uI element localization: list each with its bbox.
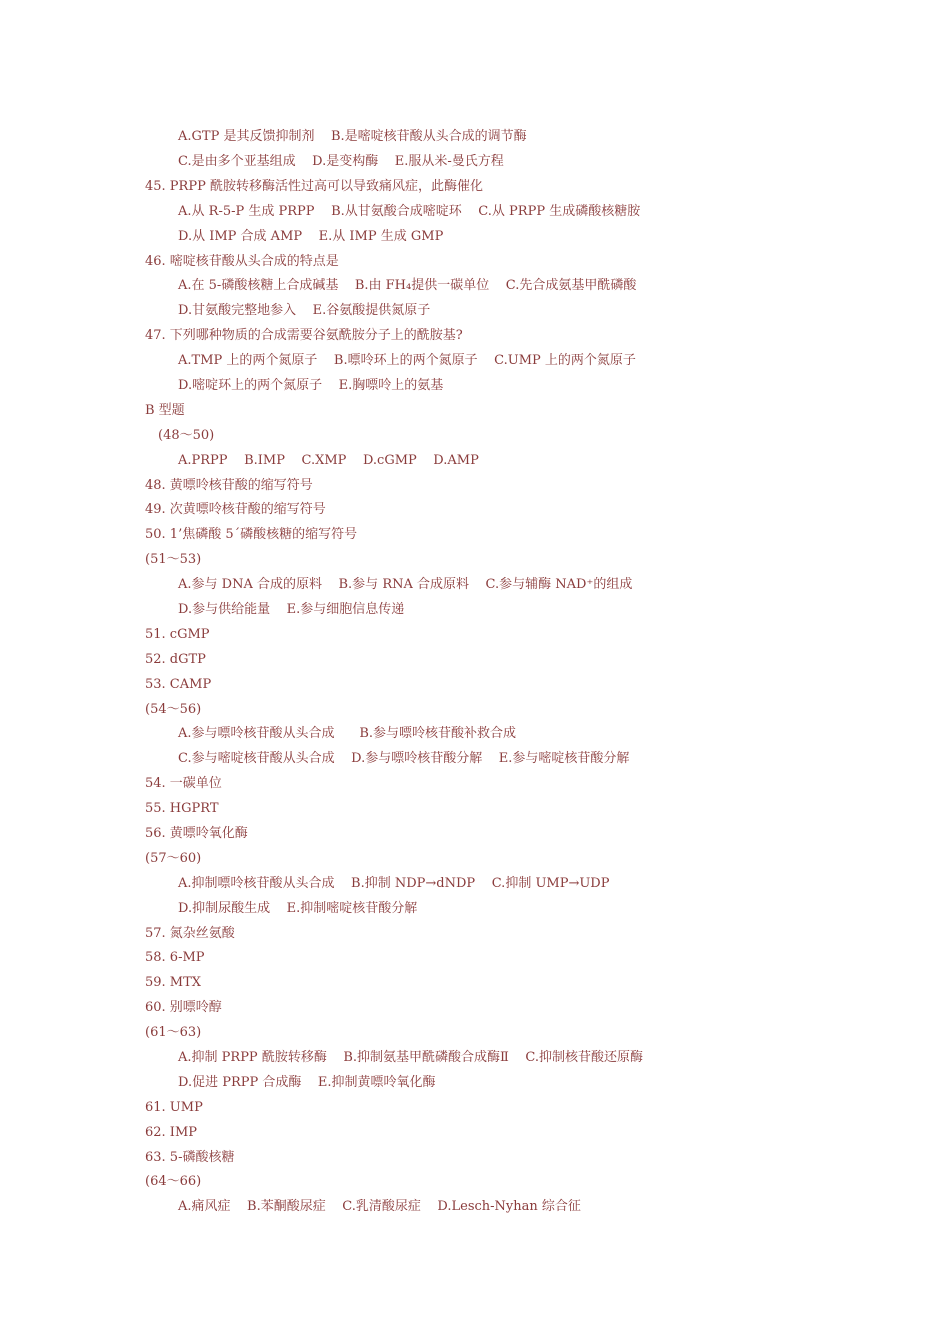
group-range: (57～60) [145, 851, 202, 866]
group-range: (61～63) [145, 1025, 202, 1040]
option-line: A.抑制嘌呤核苷酸从头合成 B.抑制 NDP→dNDP C.抑制 UMP→UDP [178, 876, 610, 891]
group-range: (64～66) [145, 1174, 202, 1189]
question-text: 49. 次黄嘌呤核苷酸的缩写符号 [145, 502, 326, 517]
question-text: 47. 下列哪种物质的合成需要谷氨酰胺分子上的酰胺基? [145, 328, 463, 343]
option-line: D.促进 PRPP 合成酶 E.抑制黄嘌呤氧化酶 [178, 1075, 436, 1090]
option-line: A.TMP 上的两个氮原子 B.嘌呤环上的两个氮原子 C.UMP 上的两个氮原子 [178, 353, 636, 368]
option-line: A.PRPP B.IMP C.XMP D.cGMP D.AMP [178, 453, 479, 468]
question-text: 58. 6-MP [145, 950, 205, 965]
option-line: C.参与嘧啶核苷酸从头合成 D.参与嘌呤核苷酸分解 E.参与嘧啶核苷酸分解 [178, 751, 630, 766]
section-title: B 型题 [145, 403, 185, 418]
option-line: D.甘氨酸完整地参入 E.谷氨酸提供氮原子 [178, 303, 431, 318]
question-text: 60. 别嘌呤醇 [145, 1000, 222, 1015]
option-line: A.痛风症 B.苯酮酸尿症 C.乳清酸尿症 D.Lesch-Nyhan 综合征 [178, 1199, 581, 1214]
group-range: (51～53) [145, 552, 202, 567]
question-text: 46. 嘧啶核苷酸从头合成的特点是 [145, 254, 339, 269]
option-line: A.参与 DNA 合成的原料 B.参与 RNA 合成原料 C.参与辅酶 NAD⁺的组成 [178, 577, 633, 592]
question-text: 59. MTX [145, 975, 202, 990]
question-text: 50. 1’焦磷酸 5ˊ磷酸核糖的缩写符号 [145, 527, 358, 542]
group-range: (54～56) [145, 702, 202, 717]
question-text: 62. IMP [145, 1125, 197, 1140]
option-line: A.从 R-5-P 生成 PRPP B.从甘氨酸合成嘧啶环 C.从 PRPP 生成磷酸核糖胺 [178, 204, 641, 219]
question-text: 55. HGPRT [145, 801, 219, 816]
option-line: A.GTP 是其反馈抑制剂 B.是嘧啶核苷酸从头合成的调节酶 [178, 129, 527, 144]
group-range: (48～50) [158, 428, 215, 443]
question-text: 53. CAMP [145, 677, 212, 692]
option-line: D.参与供给能量 E.参与细胞信息传递 [178, 602, 405, 617]
question-text: 61. UMP [145, 1100, 203, 1115]
option-line: C.是由多个亚基组成 D.是变构酶 E.服从米-曼氏方程 [178, 154, 504, 169]
question-text: 57. 氮杂丝氨酸 [145, 926, 235, 941]
question-text: 48. 黄嘌呤核苷酸的缩写符号 [145, 478, 313, 493]
question-text: 56. 黄嘌呤氧化酶 [145, 826, 248, 841]
option-line: A.参与嘌呤核苷酸从头合成 B.参与嘌呤核苷酸补救合成 [178, 726, 517, 741]
question-text: 51. cGMP [145, 627, 210, 642]
option-line: A.抑制 PRPP 酰胺转移酶 B.抑制氨基甲酰磷酸合成酶Ⅱ C.抑制核苷酸还原酶 [178, 1050, 644, 1065]
question-text: 54. 一碳单位 [145, 776, 222, 791]
option-line: D.从 IMP 合成 AMP E.从 IMP 生成 GMP [178, 229, 444, 244]
question-text: 45. PRPP 酰胺转移酶活性过高可以导致痛风症，此酶催化 [145, 179, 483, 194]
option-line: D.抑制尿酸生成 E.抑制嘧啶核苷酸分解 [178, 901, 418, 916]
question-text: 52. dGTP [145, 652, 206, 667]
question-text: 63. 5-磷酸核糖 [145, 1150, 235, 1165]
option-line: D.嘧啶环上的两个氮原子 E.胸嘌呤上的氨基 [178, 378, 444, 393]
option-line: A.在 5-磷酸核糖上合成碱基 B.由 FH₄提供一碳单位 C.先合成氨基甲酰磷酸 [178, 278, 637, 293]
